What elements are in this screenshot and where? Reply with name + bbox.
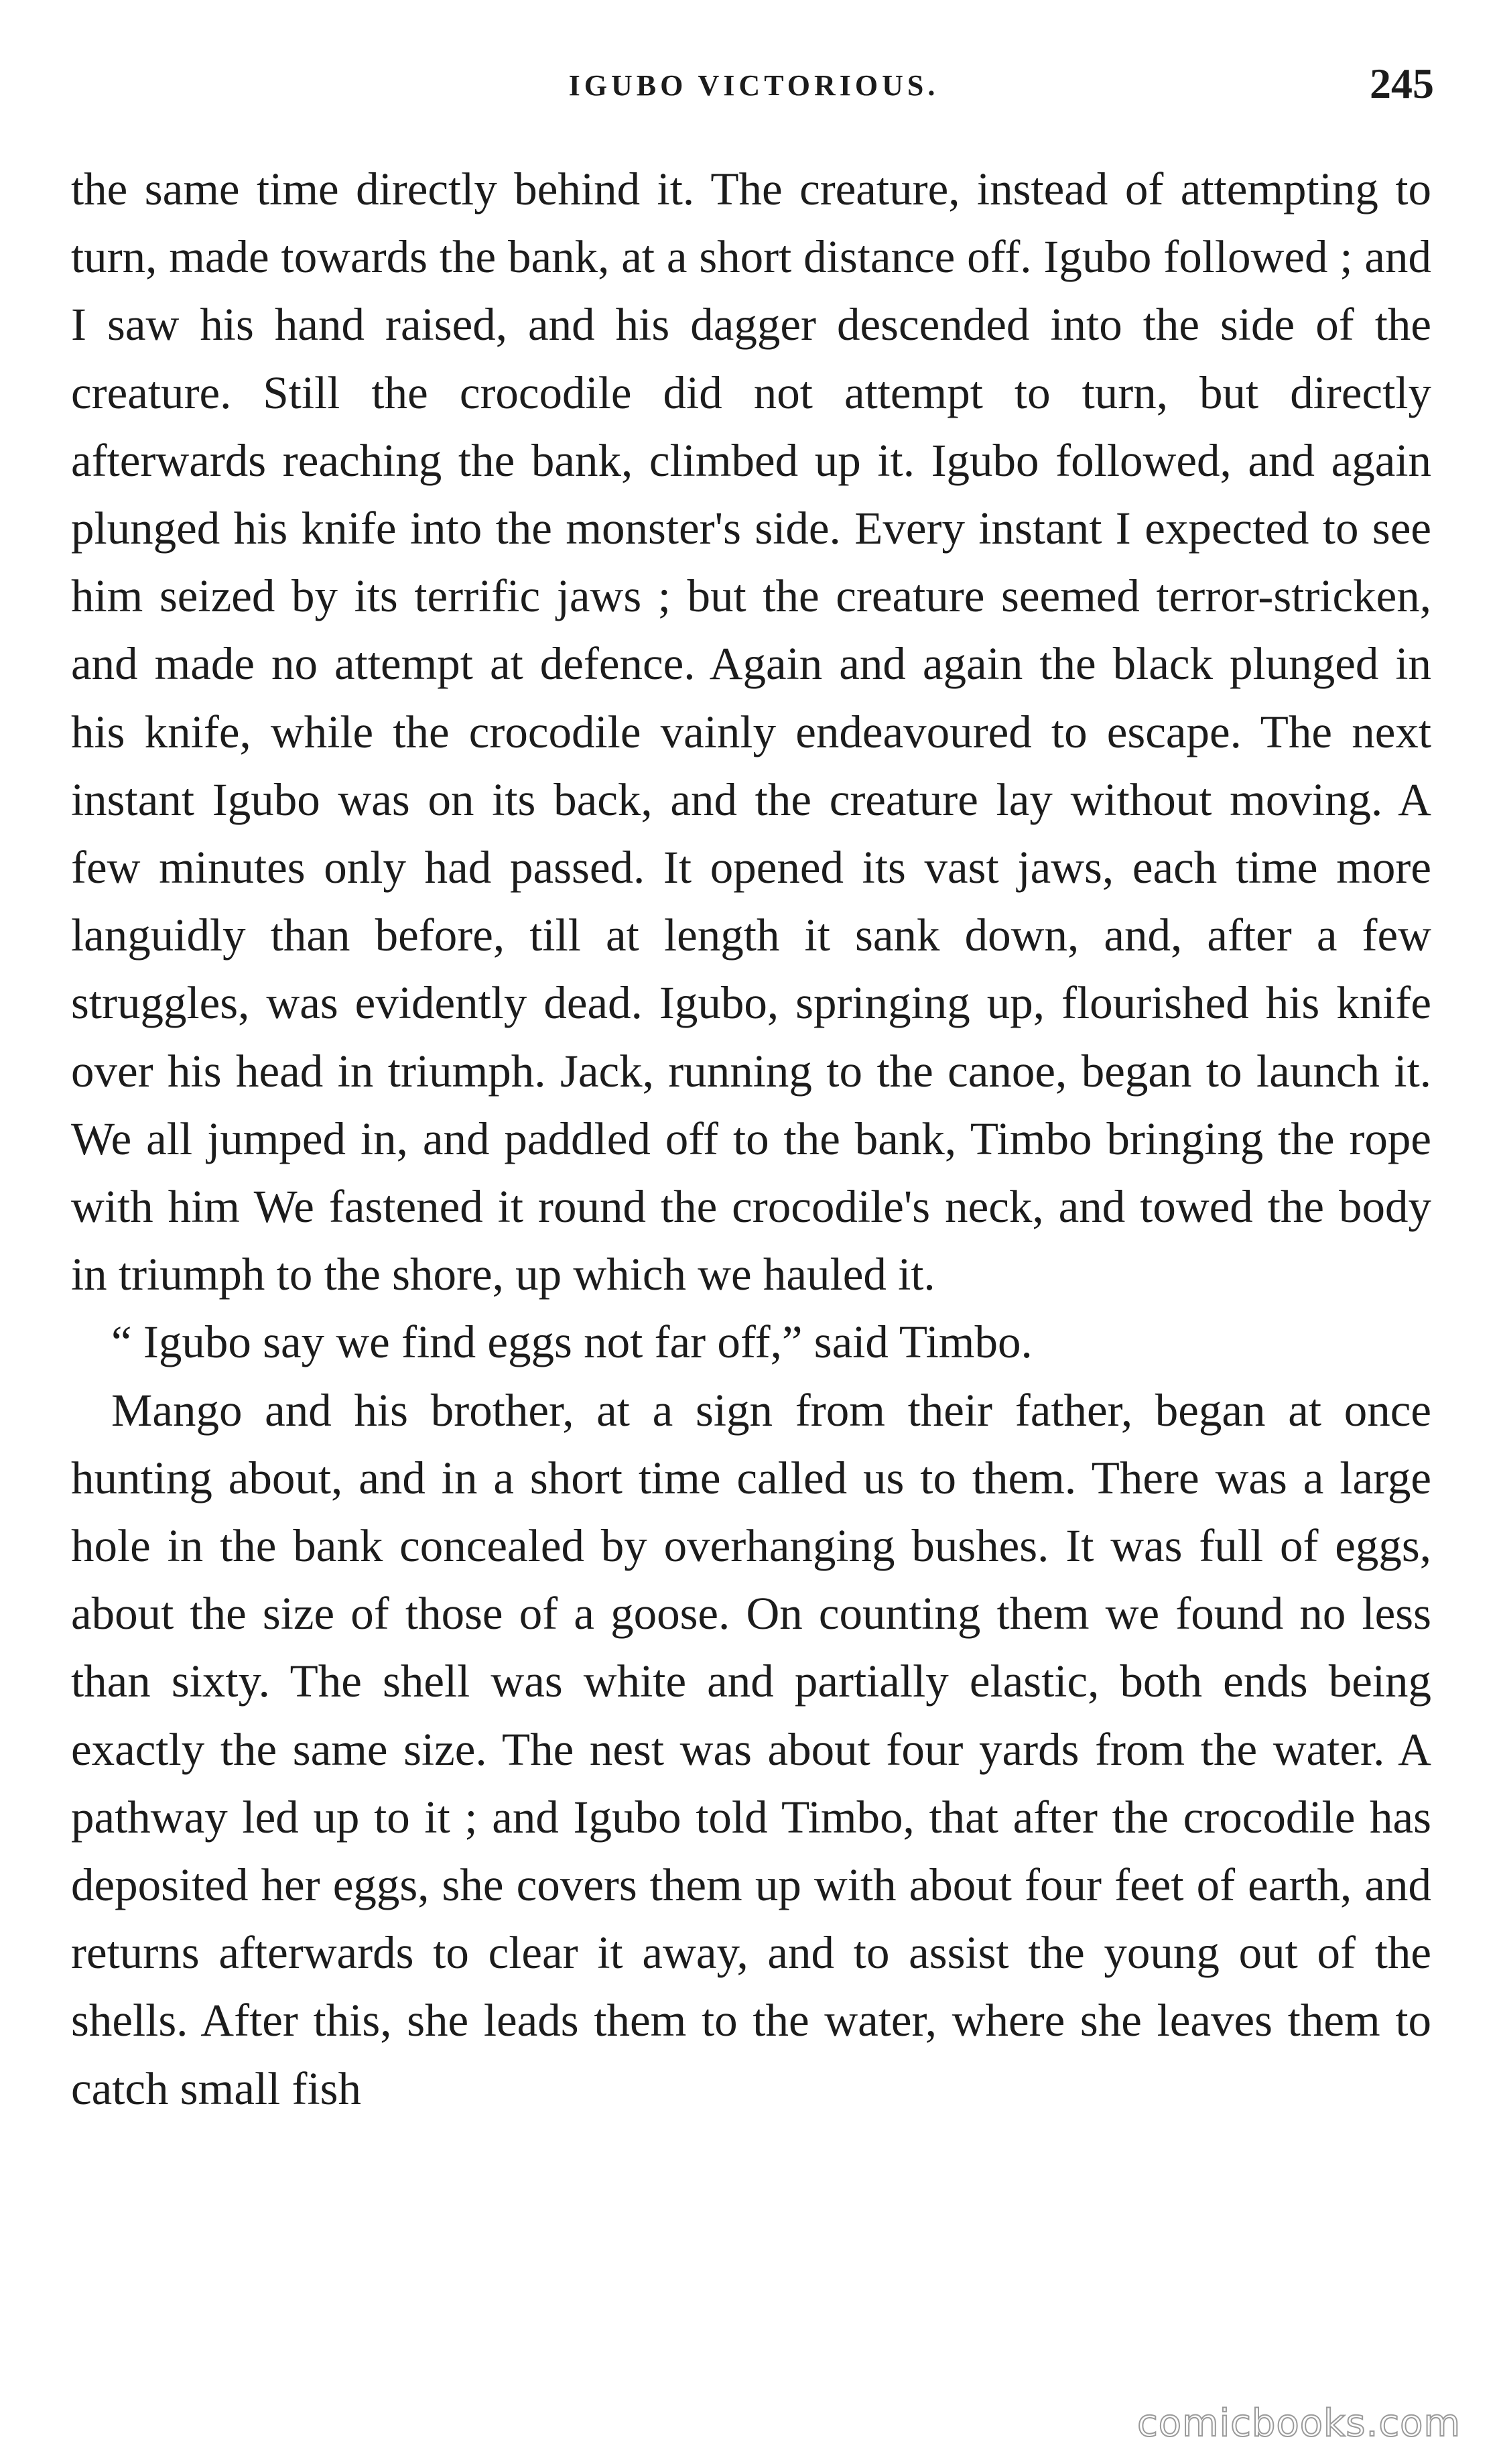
page-header — [74, 59, 1434, 119]
paragraph-continued: the same time directly behind it. The creature, instead of attempting to turn, made towards the bank, at a short distance off. Igubo followed ; and I saw his hand raised, and his dagger descended into the side of the creature. Still the crocodile did not attempt to turn, but directly afterwards reaching the bank, climbed up it. Igubo followed, and again plunged his knife into the monster's side. Every instant I expected to see him seized by its terrific jaws ; but the creature seemed terror-stricken, and made no attempt at defence. Again and again the black plunged in his knife, while the crocodile vainly endeavoured to escape. The next instant Igubo was on its back, and the creature lay without moving. A few minutes only had passed. It opened its vast jaws, each time more languidly than before, till at length it sank down, and, after a few struggles, was evidently dead. Igubo, springing up, flourished his knife over his head in triumph. Jack, running to the canoe, began to launch it. We all jumped in, and paddled off to the bank, Timbo bringing the rope with him We fastened it round the crocodile's neck, and towed the body in triumph to the shore, up which we hauled it. — [71, 164, 1431, 1300]
running-head: IGUBO VICTORIOUS. — [568, 69, 939, 102]
watermark-logo: comicbooks.com — [1136, 2402, 1461, 2445]
paragraph-nest: Mango and his brother, at a sign from their father, began at once hunting about, and in a short time called us to them. There was a large hole in the bank concealed by overhanging bushes. It was full of eggs, about the size of those of a goose. On counting them we found no less than sixty. The shell was white and partially elastic, both ends being exactly the same size. The nest was about four yards from the water. A pathway led up to it ; and Igubo told Timbo, that after the crocodile has deposited her eggs, she covers them up with about four feet of earth, and returns afterwards to clear it away, and to assist the young out of the shells. After this, she leads them to the water, where she leaves them to catch small fish — [71, 1384, 1431, 2114]
page-number: 245 — [1370, 60, 1434, 107]
body-text — [71, 156, 1431, 2123]
paragraph-dialogue: “ Igubo say we find eggs not far off,” said Timbo. — [111, 1316, 1033, 1368]
